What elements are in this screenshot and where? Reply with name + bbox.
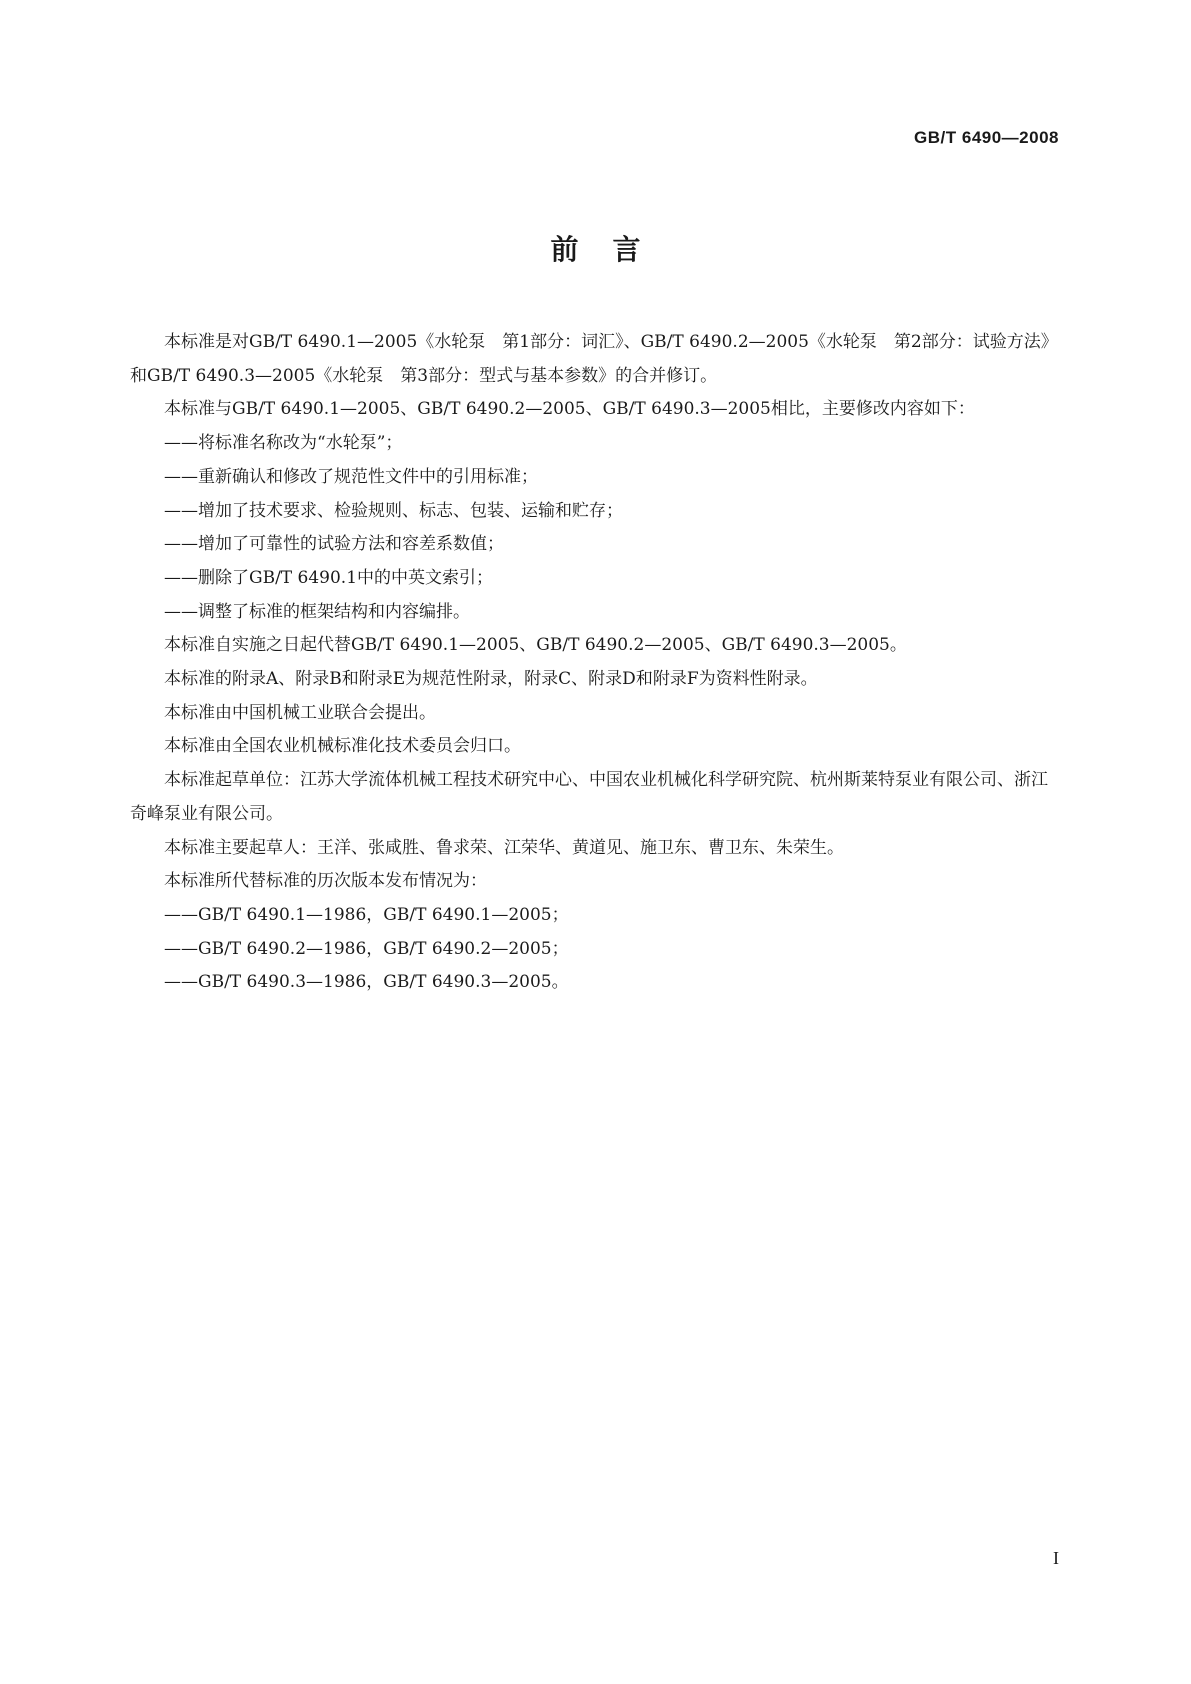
- paragraph: 本标准起草单位：江苏大学流体机械工程技术研究中心、中国农业机械化科学研究院、杭州斯莱特泵业有限公司、浙江奇峰泵业有限公司。: [130, 770, 1048, 824]
- paragraph: 本标准自实施之日起代替GB/T 6490.1—2005、GB/T 6490.2—2005、GB/T 6490.3—2005。: [164, 635, 907, 656]
- paragraph: 本标准所代替标准的历次版本发布情况为：: [164, 871, 487, 892]
- foreword-body: [130, 326, 1062, 1000]
- paragraph: 本标准由中国机械工业联合会提出。: [164, 702, 436, 723]
- list-item: ——删除了GB/T 6490.1中的中英文索引；: [164, 567, 494, 588]
- page-title: 前言: [550, 233, 675, 266]
- list-item: ——将标准名称改为“水轮泵”；: [164, 433, 403, 454]
- paragraph: 本标准由全国农业机械标准化技术委员会归口。: [164, 736, 521, 757]
- list-item: ——增加了技术要求、检验规则、标志、包装、运输和贮存；: [164, 500, 623, 521]
- paragraph: 本标准的附录A、附录B和附录E为规范性附录，附录C、附录D和附录F为资料性附录。: [164, 669, 818, 690]
- page-number: I: [1053, 1548, 1059, 1568]
- list-item: ——GB/T 6490.2—1986，GB/T 6490.2—2005；: [164, 938, 569, 959]
- list-item: ——GB/T 6490.1—1986，GB/T 6490.1—2005；: [164, 904, 569, 925]
- list-item: ——GB/T 6490.3—1986，GB/T 6490.3—2005。: [164, 972, 569, 993]
- list-item: ——调整了标准的框架结构和内容编排。: [164, 601, 470, 622]
- paragraph: 本标准是对GB/T 6490.1—2005《水轮泵 第1部分：词汇》、GB/T 6490.2—2005《水轮泵 第2部分：试验方法》和GB/T 6490.3—2005《水轮泵 第3部分：型式与基本参数》的合并修订。: [130, 332, 1058, 386]
- standard-number-header: GB/T 6490—2008: [914, 128, 1059, 147]
- paragraph: 本标准与GB/T 6490.1—2005、GB/T 6490.2—2005、GB/T 6490.3—2005相比，主要修改内容如下：: [164, 399, 975, 420]
- paragraph: 本标准主要起草人：王洋、张咸胜、鲁求荣、江荣华、黄道见、施卫东、曹卫东、朱荣生。: [164, 837, 844, 858]
- list-item: ——增加了可靠性的试验方法和容差系数值；: [164, 534, 504, 555]
- list-item: ——重新确认和修改了规范性文件中的引用标准；: [164, 466, 538, 487]
